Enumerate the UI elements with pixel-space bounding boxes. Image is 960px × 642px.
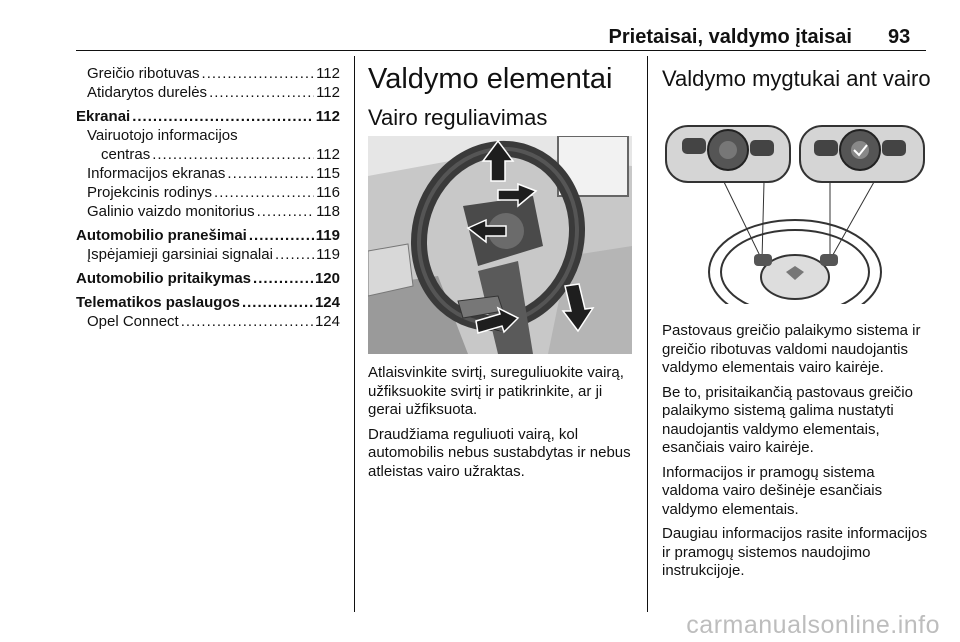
toc-label: Įspėjamieji garsiniai signalai [87,246,273,263]
subsection-heading: Valdymo mygtukai ant vairo [662,66,931,91]
toc-label: Ekranai [76,108,131,125]
steering-controls-text [662,322,932,587]
toc-leader [227,164,314,183]
subsection-heading: Vairo reguliavimas [368,105,548,130]
table-of-contents [76,64,340,331]
toc-entry[interactable]: Vairuotojo informacijos [87,127,238,144]
toc-leader [202,64,315,83]
toc-entry[interactable] [76,245,340,264]
toc-entry[interactable] [76,83,340,102]
header-rule [76,50,926,51]
toc-label: centras [101,146,151,163]
toc-leader [249,226,314,245]
toc-label: Telematikos paslaugos [76,294,240,311]
section-controls [368,62,636,132]
toc-entry[interactable] [76,164,340,183]
toc-leader [181,312,313,331]
section-heading: Valdymo elementai [368,63,613,95]
toc-page: 124 [314,294,340,311]
column-divider [647,56,648,612]
toc-leader [132,107,314,126]
toc-page: 112 [315,108,340,125]
toc-entry[interactable] [76,145,340,164]
toc-leader [253,269,313,288]
toc-label: Automobilio pritaikymas [76,270,252,287]
toc-label: Automobilio pranešimai [76,227,247,244]
toc-leader [214,183,314,202]
toc-page: 120 [314,270,340,287]
toc-entry[interactable] [76,269,340,288]
toc-entry[interactable] [76,183,340,202]
toc-entry[interactable] [76,202,340,221]
toc-entry[interactable] [76,226,340,245]
toc-label: Informacijos ekranas [87,165,226,182]
paragraph: Informacijos ir pramogų sistema valdoma vairo dešinėje esančiais valdymo elementais. [662,463,883,518]
toc-page: 112 [316,65,340,82]
toc-label: Opel Connect [87,313,179,330]
toc-page: 118 [316,203,340,220]
toc-page: 115 [316,165,340,182]
steering-wheel-controls-illustration [664,122,926,304]
running-header-title: Prietaisai, valdymo įtaisai [608,26,852,48]
toc-leader [209,83,314,102]
steering-controls-illustration [664,122,926,304]
toc-page: 124 [314,313,340,330]
toc-page: 119 [316,246,340,263]
watermark: carmanualsonline.info [686,611,940,639]
toc-entry[interactable] [76,312,340,331]
toc-entry[interactable] [76,293,340,312]
toc-page: 112 [316,84,340,101]
toc-leader [257,202,315,221]
paragraph: Daugiau informacijos rasite informacijos ir pramogų sistemos naudojimo instrukcijoje. [662,525,928,579]
toc-page: 119 [315,227,340,244]
toc-leader [275,245,314,264]
steering-adjustment-text [368,364,638,487]
toc-label: Atidarytos durelės [87,84,208,101]
toc-page: 116 [316,184,340,201]
paragraph: Draudžiama reguliuoti vairą, kol automobilis nebus sustabdytas ir nebus atleistas vairo užraktas. [368,425,631,480]
steering-adjustment-illustration [368,136,632,354]
steering-wheel-illustration [368,136,632,354]
toc-label: Galinio vaizdo monitorius [87,203,255,220]
toc-label: Projekcinis rodinys [87,184,213,201]
toc-leader [152,145,314,164]
toc-entry[interactable] [76,107,340,126]
toc-page: 112 [316,146,340,163]
toc-entry[interactable] [76,64,340,83]
page-number: 93 [888,26,911,48]
paragraph: Be to, prisitaikančią pastovaus greičio palaikymo sistemą galima nustatyti naudojantis valdymo elementais, esančiais vairo kairėje. [662,383,913,456]
column-divider [354,56,355,612]
paragraph: Pastovaus greičio palaikymo sistema ir greičio ribotuvas valdomi naudojantis valdymo elementais vairo kairėje. [662,322,921,376]
paragraph: Atlaisvinkite svirtį, sureguliuokite vairą, užfiksuokite svirtį ir patikrinkite, ar ji gerai užfiksuota. [368,364,624,418]
toc-label: Greičio ribotuvas [87,65,200,82]
toc-leader [242,293,313,312]
